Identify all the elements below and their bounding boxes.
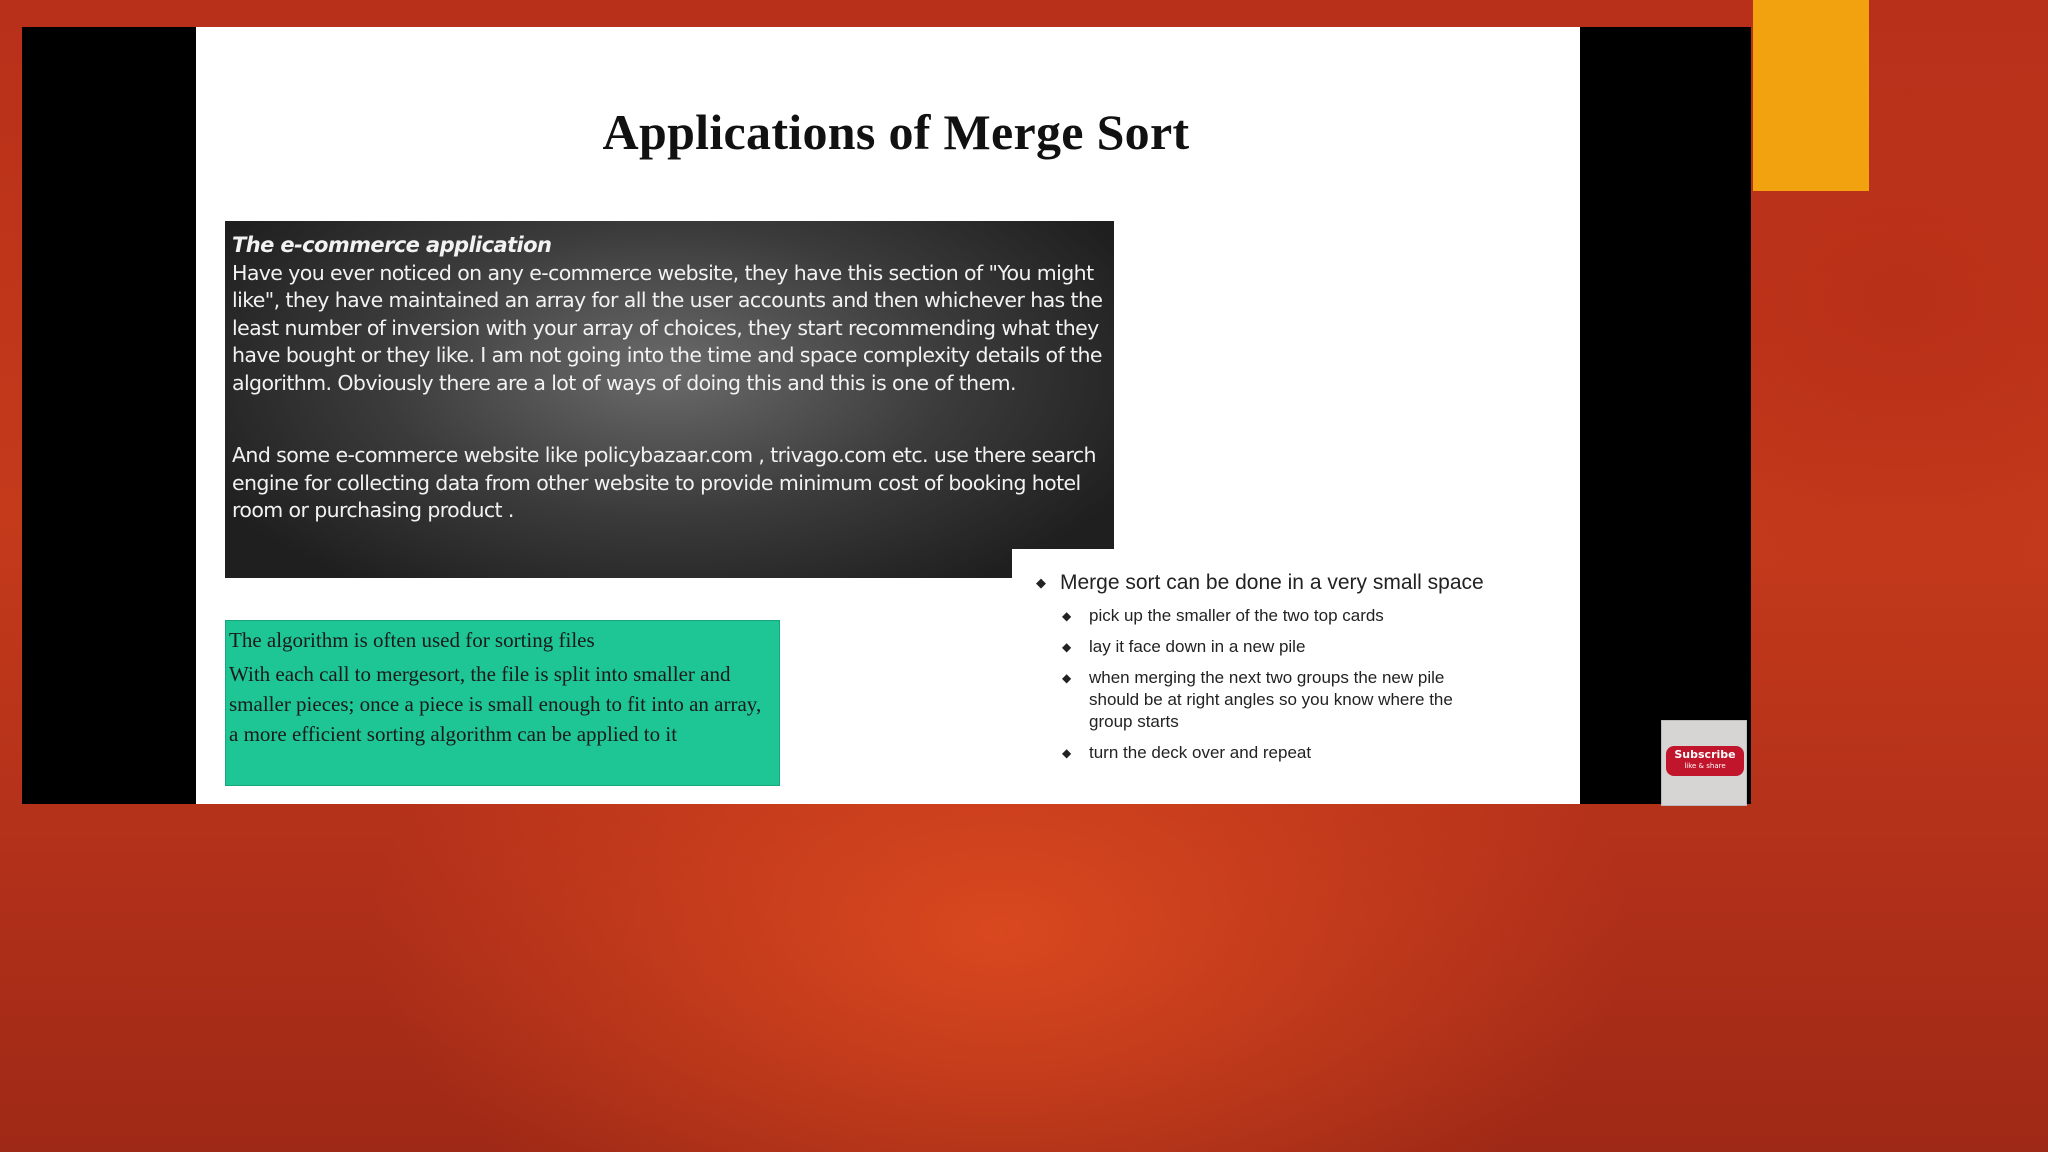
ecommerce-paragraph-1: Have you ever noticed on any e-commerce website, they have this section of "You might like", they have maintained an array for all the user accounts and then whichever has the least number of inversion with your array of choices, they start recommending what they have bought or they like. I am not going into the time and space complexity details of the algorithm. Obviously there are a lot of ways of doing this and this is one of them. — [232, 260, 1103, 395]
accent-bar — [1753, 0, 1869, 191]
list-item-text: pick up the smaller of the two top cards — [1089, 606, 1384, 625]
small-space-bullets — [1034, 569, 1574, 773]
video-frame — [22, 27, 1751, 804]
bullet-main-text: Merge sort can be done in a very small space — [1060, 571, 1484, 594]
sorting-files-box — [225, 620, 780, 786]
list-item — [1062, 605, 1459, 627]
subscribe-button[interactable] — [1661, 720, 1747, 806]
diamond-bullet-icon: ◆ — [1062, 671, 1072, 685]
bullet-main — [1034, 569, 1574, 597]
ecommerce-paragraph-2: And some e-commerce website like policybazaar.com , trivago.com etc. use there search engine for collecting data from other website to provide minimum cost of booking hotel room or purchasing product . — [232, 443, 1096, 522]
ecommerce-box — [225, 221, 1114, 578]
ecommerce-heading: The e-commerce application — [232, 233, 552, 257]
slide-title: Applications of Merge Sort — [602, 104, 1190, 160]
bullet-sub-list — [1034, 605, 1574, 764]
list-item-text: when merging the next two groups the new pile should be at right angles so you know where the group starts — [1089, 668, 1453, 731]
diamond-bullet-icon: ◆ — [1062, 640, 1072, 654]
list-item — [1062, 742, 1459, 764]
sorting-files-line-2: With each call to mergesort, the file is split into smaller and smaller pieces; once a piece is small enough to fit into an array, a more efficient sorting algorithm can be applied to it — [229, 662, 762, 746]
slide — [196, 27, 1580, 804]
list-item — [1062, 636, 1459, 658]
diamond-bullet-icon: ◆ — [1062, 609, 1072, 623]
subscribe-sub-label: like & share — [1684, 762, 1726, 770]
list-item — [1062, 667, 1459, 733]
subscribe-label: Subscribe — [1674, 748, 1736, 761]
sorting-files-line-1: The algorithm is often used for sorting files — [229, 628, 595, 652]
list-item-text: lay it face down in a new pile — [1089, 637, 1306, 656]
list-item-text: turn the deck over and repeat — [1089, 743, 1312, 762]
diamond-bullet-icon: ◆ — [1036, 575, 1046, 590]
diamond-bullet-icon: ◆ — [1062, 746, 1072, 760]
subscribe-badge[interactable] — [1666, 746, 1744, 776]
